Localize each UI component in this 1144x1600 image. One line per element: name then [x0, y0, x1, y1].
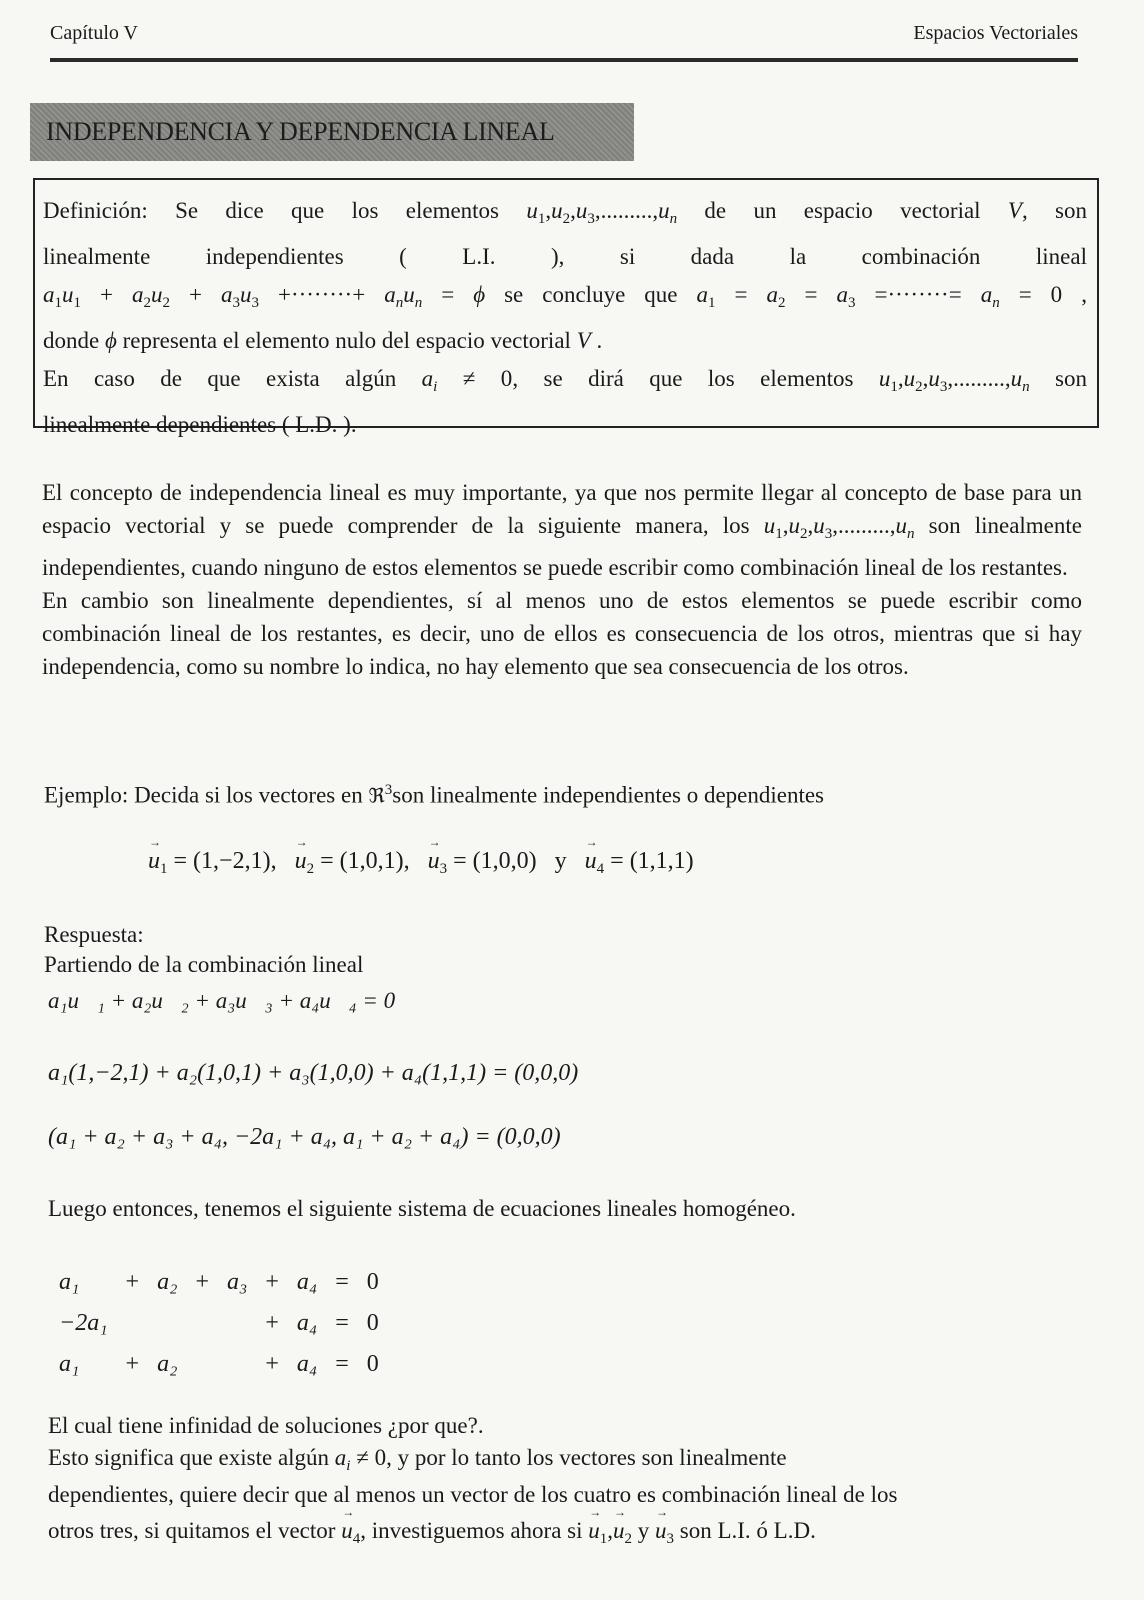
header-rule	[50, 58, 1078, 62]
conclusion-4: otros tres, si quitamos el vector → $u_4$, investiguemos ahora si → $u_1,\to u_2$ $y \to u_3$ son L.I. ó L.D.	[48, 1518, 816, 1548]
equation-2: a₁(1,−2,1) + a₂(1,0,1) + a₃(1,0,0) + a₄(1,1,1) = (0,0,0)	[48, 1060, 579, 1086]
system-row-1: a₁ + a₂ + a₃ + a₄ = 0	[59, 1269, 379, 1295]
chapter-label: Capítulo V	[50, 22, 138, 44]
answer-start: Partiendo de la combinación lineal	[44, 952, 364, 977]
example-vectors: → $u_1 = (1,-2,1)$, → $u_2 = (1,0,1)$, → $u_3 = (1,0,0)$ y → $u_4 = (1,1,1)$	[148, 848, 694, 878]
system-row-3: a₁ + a₂ + a₄ = 0	[59, 1351, 379, 1377]
example-prompt: Ejemplo: Decida si los vectores en ℜ$^3$son linealmente independientes o dependientes	[44, 782, 825, 808]
conclusion-3: dependientes, quiere decir que al menos un vector de los cuatro es combinación lineal de los	[48, 1482, 898, 1507]
intro-text	[42, 476, 1082, 683]
intro-paragraph-2: En cambio son linealmente dependientes, sí al menos uno de estos elementos se puede escribir como combinación lineal de los restantes, es decir, uno de ellos es consecuencia de los otros, mientras que si hay independencia, como su nombre lo indica, no hay elemento que sea consecuencia de los otros.	[42, 588, 1082, 679]
conclusion-1: El cual tiene infinidad de soluciones ¿por que?.	[48, 1413, 484, 1438]
answer-label: Respuesta:	[44, 922, 144, 947]
equation-1: a₁u⃗₁ + a₂u⃗₂ + a₃u⃗₃ + a₄u⃗₄ = 0⃗	[48, 988, 414, 1013]
section-label: Espacios Vectoriales	[913, 22, 1078, 44]
def-line-6: linealmente dependientes ( L.D. ).	[43, 412, 357, 437]
section-banner: INDEPENDENCIA Y DEPENDENCIA LINEAL	[30, 103, 634, 161]
def-line-1: Definición: Se dice que los elementos $u_1,u_2,u_3,.........,u_n$ de un espacio vectorial V, son	[43, 198, 1087, 227]
system-intro: Luego entonces, tenemos el siguiente sistema de ecuaciones lineales homogéneo.	[48, 1196, 796, 1221]
def-line-5: En caso de que exista algún $a_i \ne 0$, se dirá que los elementos $u_1,u_2,u_3,.........,u_n$ son	[43, 366, 1087, 395]
def-line-3: $a_1u_1 + a_2u_2 + a_3u_3$ +········+ $a_nu_n = \phi$ se concluye que $a_1 = a_2 = a_3$ =········= $a_n = 0$ ,	[43, 282, 1087, 311]
linear-system	[50, 1262, 388, 1385]
intro-paragraph-1: El concepto de independencia lineal es muy importante, ya que nos permite llegar al concepto de base para un espacio vectorial y se puede comprender de la siguiente manera, los $u_1,u_2,u_3,.........,u_n$ son linealmente independientes, cuando ninguno de estos elementos se puede escribir como combinación lineal de los restantes.	[42, 480, 1082, 580]
conclusion-2: Esto significa que existe algún $a_i \ne 0$, y por lo tanto los vectores son linealmente	[48, 1445, 787, 1474]
equation-3: (a₁ + a₂ + a₃ + a₄, −2a₁ + a₄, a₁ + a₂ + a₄) = (0,0,0)	[48, 1124, 561, 1150]
def-line-2: linealmente independientes ( L.I. ), si dada la combinación lineal	[43, 244, 1087, 269]
system-row-2: −2a₁ + a₄ = 0	[59, 1310, 379, 1336]
definition-box	[33, 178, 1099, 437]
def-line-4: donde ϕ representa el elemento nulo del espacio vectorial V .	[43, 328, 603, 353]
